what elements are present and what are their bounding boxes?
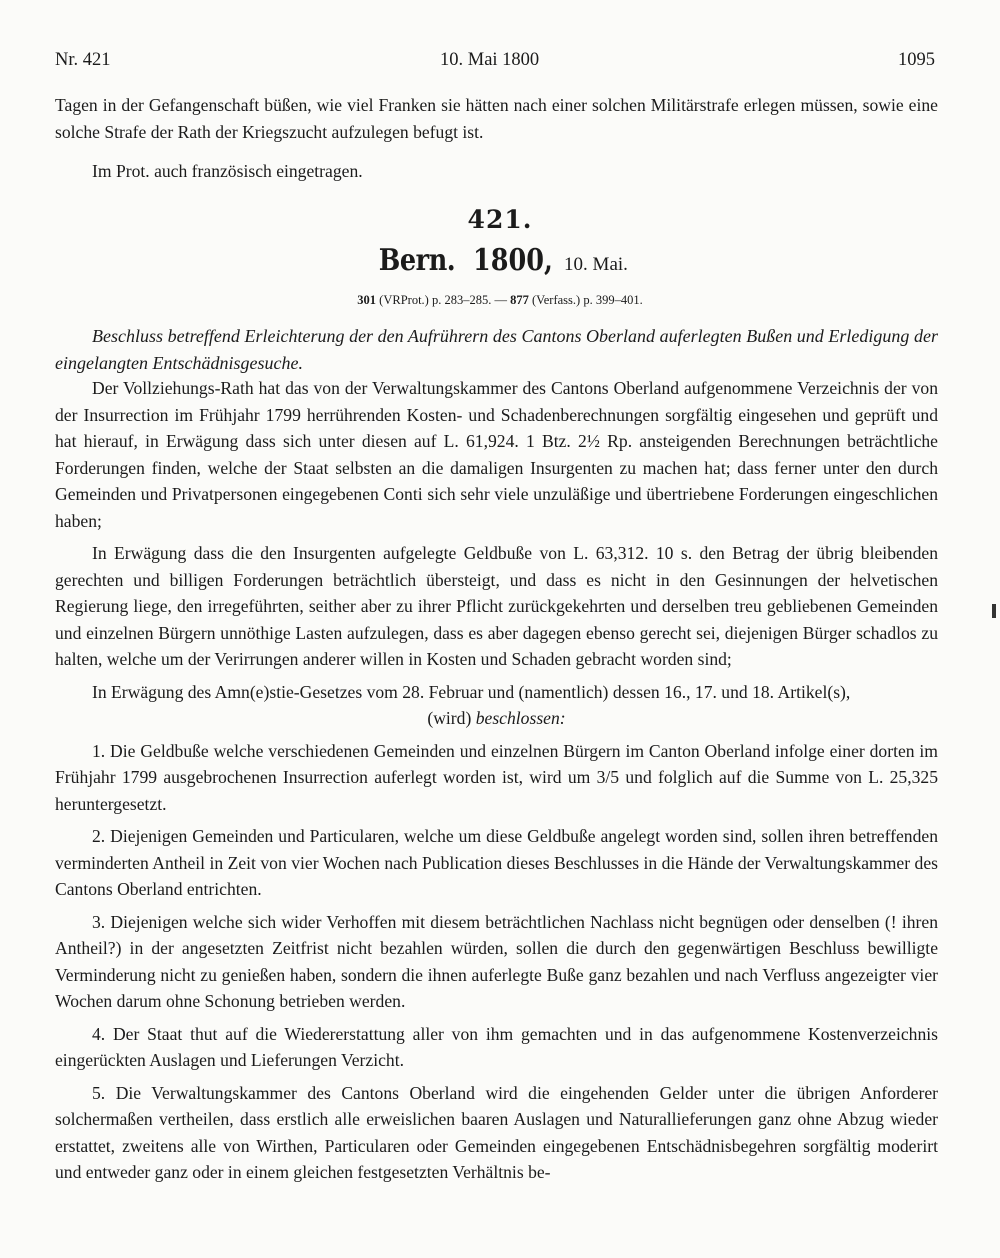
continuation-text: Tagen in der Gefangenschaft büßen, wie viel Franken sie hätten nach einer solchen Militärstrafe erlegen müssen, sowie eine solche Strafe der Rath der Kriegszucht aufzulegen befugt ist. [55,95,938,142]
note-text: Im Prot. auch französisch eingetragen. [92,161,363,181]
place-date-line [0,243,1000,278]
date: 10. Mai. [564,254,628,275]
ref-2-number: 877 [510,293,529,307]
document-title: Beschluss betreffend Erleichterung der den Aufrührern des Cantons Oberland auferlegten Bußen und Erledigung der eingelangten Entschädnisgesuche. [55,326,938,373]
document-number-header: Nr. 421 [55,50,111,70]
article-1-fraction: 3/5 [596,767,620,787]
source-references [0,293,1000,308]
page-header [55,50,935,80]
paragraph-3: In Erwägung des Amn(e)stie-Gesetzes vom 28. Februar und (namentlich) dessen 16., 17. und 18. Artikel(s), [92,681,851,702]
resolution-italic: beschlossen: [475,708,566,728]
document-number: 421. [467,205,533,234]
ref-1-number: 301 [357,293,377,307]
article-1-pre: 1. Die Geldbuße welche verschiedenen Gemeinden und einzelnen Bürgern im Canton Oberland infolge einer dorten im Frühjahr 1799 ausgebrochenen Insurrection auferlegt worden ist, wird um [55,740,938,787]
place: Bern. [378,243,456,278]
date-header: 10. Mai 1800 [440,50,540,70]
note-paragraph [55,158,938,185]
resolution-plain: (wird) [427,708,476,728]
margin-mark [992,604,996,618]
ref-2-text: (Verfass.) p. 399–401. [528,293,643,307]
year: 1800, [473,243,554,278]
article-2: 2. Diejenigen Gemeinden und Particularen, welche um diese Geldbuße angelegt worden sind, sollen ihren betreffenden verminderten Antheil in Zeit von vier Wochen nach Publication dieses Beschlusses in die Hände der Verwaltungskammer des Cantons Oberland entrichten. [55,826,938,899]
article-1 [55,738,938,818]
article-5: 5. Die Verwaltungskammer des Cantons Oberland wird die eingehenden Gelder unter die übrigen Anforderer solchermaßen vertheilen, dass erstlich alle erweislichen baaren Auslagen und Naturallieferungen ganz ohne Abzug wieder erstattet, zweitens alle von Wirthen, Particularen oder Gemeinden eingegebenen Entschädnisbegehren sorgfältig moderirt und entweder ganz oder in einem gleichen festgesetzten Verhältnis be- [55,1082,938,1182]
paragraph-2: In Erwägung dass die den Insurgenten aufgelegte Geldbuße von L. 63,312. 10 s. den Betrag der übrig bleibenden gerechten und billigen Forderungen beträchtlich übersteigt, und dass es nicht in den Gesinnungen der helvetischen Regierung liege, den irregeführten, seither aber zu ihrer Pflicht zurückgekehrten und derselben treu gebliebenen Gemeinden und einzelnen Bürgern unnöthige Lasten aufzulegen, dass es aber dagegen ebenso gerecht sei, diejenigen Bürger schadlos zu halten, welche um der Verirrungen anderer willen in Kosten und Schaden gebracht worden sind; [55,543,938,669]
continuation-paragraph [55,92,938,145]
article-4: 4. Der Staat thut auf die Wiedererstattung aller von ihm gemachten und in das aufgenommene Kostenverzeichnis eingerückten Auslagen und Lieferungen Verzicht. [55,1023,938,1070]
article-1-post: und folglich auf die Summe von L. 25,325 heruntergesetzt. [55,767,938,814]
paragraph-1: Der Vollziehungs-Rath hat das von der Verwaltungskammer des Cantons Oberland aufgenommene Verzeichnis der von der Insurrection im Frühjahr 1799 herrührenden Kosten- und Schadenberechnungen sorgfältig eingesehen und geprüft und hat hierauf, in Erwägung dass sich unter diesen auf L. 61,924. 1 Btz. 2½ Rp. ansteigenden Berechnungen beträchtliche Forderungen finden, welche der Staat selbsten an die damaligen Insurgenten zu machen hat; dass ferner unter den durch Gemeinden und Privatpersonen eingegebenen Conti sich sehr viele unzuläßige und übertriebene Forderungen eingeschlichen haben; [55,378,938,531]
resolution-line [55,705,938,732]
page-number: 1095 [898,50,935,70]
article-3: 3. Diejenigen welche sich wider Verhoffen mit diesem beträchtlichen Nachlass nicht begnügen oder denselben (! ihren Antheil?) in der angesetzten Zeitfrist nicht bezahlen würden, sollen die durch den gegenwärtigen Beschluss bewilligte Verminderung nicht zu genießen haben, sondern die ihnen auferlegte Buße ganz bezahlen und nach Verfluss angezeigter vier Wochen darum ohne Schonung betrieben werden. [55,911,938,1011]
ref-1-text: (VRProt.) p. 283–285. — [376,293,511,307]
main-body [55,375,938,1186]
